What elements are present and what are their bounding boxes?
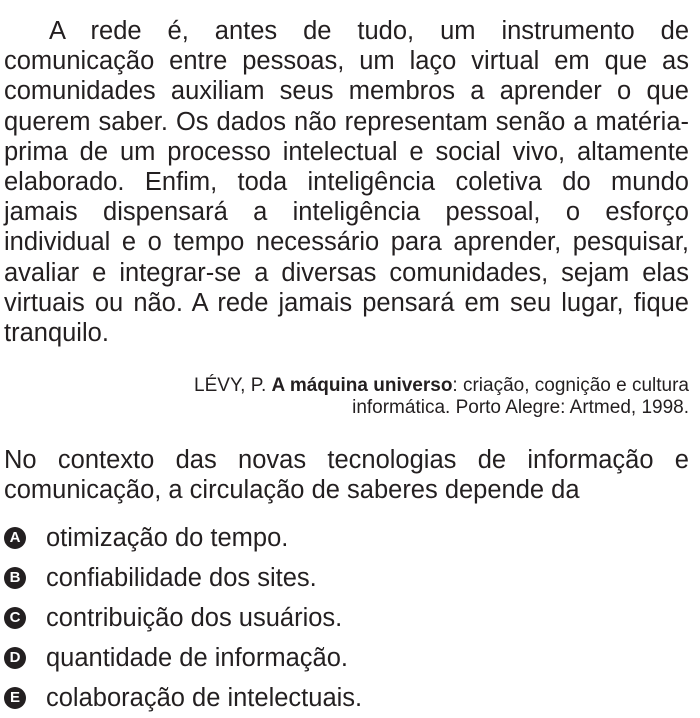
option-text: colaboração de intelectuais.: [46, 683, 363, 712]
option-letter-badge: A: [4, 527, 26, 549]
option-e[interactable]: [4, 678, 689, 718]
passage-text: A rede é, antes de tudo, um instrumento de comunicação entre pessoas, um laço virtual em que as comunidades auxiliam seus membros a aprender o que querem saber. Os dados não representam senão a matéria-prima de um processo intelectual e social vivo, altamente elaborado. Enfim, toda inteligência coletiva do mundo jamais dispensará a inteligência pessoal, o esforço individual e o tempo necessário para aprender, pesquisar, avaliar e integrar-se a diversas comunidades, sejam elas virtuais ou não. A rede jamais pensará em seu lugar, fique tranquilo.: [4, 17, 689, 348]
option-text: contribuição dos usuários.: [46, 603, 343, 632]
option-letter-badge: C: [4, 607, 26, 629]
option-letter-badge: E: [4, 687, 26, 709]
option-d[interactable]: [4, 638, 689, 678]
citation-title: A máquina universo: [271, 375, 453, 397]
option-b[interactable]: [4, 558, 689, 598]
option-text: otimização do tempo.: [46, 523, 289, 552]
citation: [4, 375, 689, 419]
option-text: confiabilidade dos sites.: [46, 563, 317, 592]
option-letter-badge: D: [4, 647, 26, 669]
option-c[interactable]: [4, 598, 689, 638]
question-stem: No contexto das novas tecnologias de informação e comunicação, a circulação de saberes depende da: [4, 446, 689, 505]
answer-options: [4, 518, 689, 718]
option-letter-badge: B: [4, 567, 26, 589]
option-text: quantidade de informação.: [46, 643, 348, 672]
citation-details: : criação, cognição e cultura: [452, 375, 689, 397]
option-a[interactable]: [4, 518, 689, 558]
citation-author: LÉVY, P.: [194, 375, 272, 397]
citation-publication: informática. Porto Alegre: Artmed, 1998.: [352, 397, 689, 419]
